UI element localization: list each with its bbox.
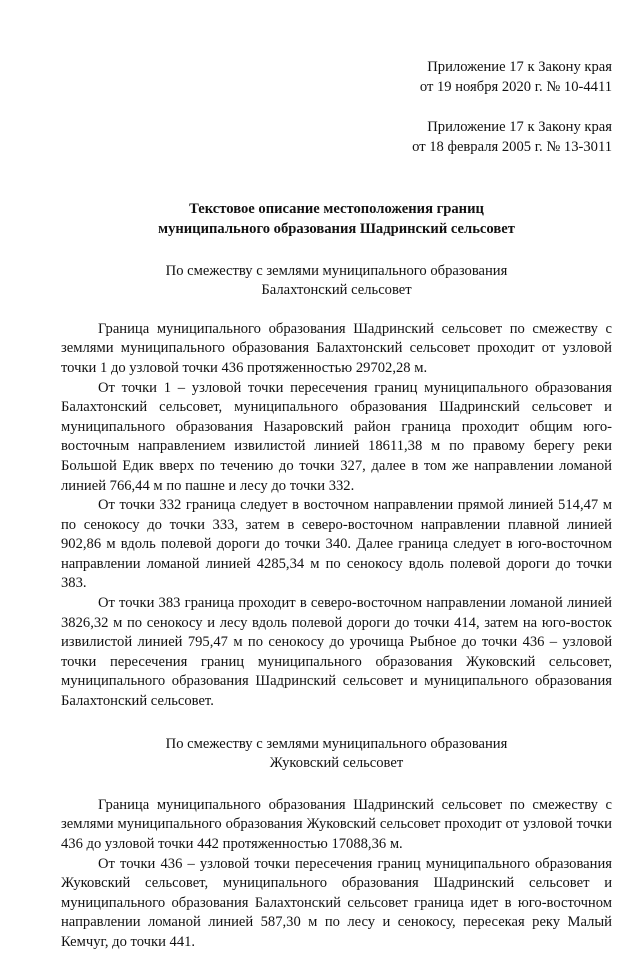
section-heading-balakhtonsky: [61, 262, 612, 301]
annex-original-line2: от 18 февраля 2005 г. № 13-3011: [412, 138, 612, 155]
paragraph: От точки 332 граница следует в восточном направлении прямой линией 514,47 м по сенокосу до точки 333, затем в северо-восточном направлении плавной линией 902,86 м вдоль полевой дороги до точки 340. Далее граница следует в юго-восточном направлении ломаной линией 4285,34 м по сенокосу вдоль полевой дороги до точки 383.: [61, 497, 612, 592]
annex-original-line1: Приложение 17 к Закону края: [427, 119, 612, 136]
section-heading-line1: По смежеству с землями муниципального образования: [165, 262, 508, 279]
paragraph: Граница муниципального образования Шадринский сельсовет по смежеству с землями муниципального образования Балахтонский сельсовет проходит от узловой точки 1 до узловой точки 436 протяженностью 29702,28 м.: [61, 320, 612, 376]
section-heading-line1: По смежеству с землями муниципального образования: [165, 735, 508, 752]
paragraph: От точки 1 – узловой точки пересечения границ муниципального образования Балахтонский сельсовет, муниципального образования Шадринский сельсовет и муниципального образования Назаровский район граница проходит общим юго-восточным направлением извилистой линией 18611,38 м по правому берегу реки Большой Едик вверх по течению до точки 327, далее в том же направлении ломаной линией 766,44 м по пашне и лесу до точки 332.: [61, 379, 612, 494]
document-title: [61, 200, 612, 239]
section-body-balakhtonsky: [61, 320, 612, 712]
document-title-line1: Текстовое описание местоположения границ: [189, 201, 484, 218]
annex-current-line1: Приложение 17 к Закону края: [427, 59, 612, 75]
paragraph: От точки 383 граница проходит в северо-восточном направлении ломаной линией 3826,32 м по сенокосу и лесу вдоль полевой дороги до точки 414, затем на юго-восток извилистой линией 795,47 м по сенокосу до урочища Рыбное до точки 436 – узловой точки пересечения границ муниципального образования Жуковский сельсовет, муниципального образования Шадринский сельсовет и муниципального образования Балахтонский сельсовет.: [61, 595, 612, 710]
section-body-zhukovsky: [61, 796, 612, 953]
annex-current: [61, 58, 612, 97]
section-heading-line2: Жуковский сельсовет: [269, 755, 404, 772]
paragraph: От точки 436 – узловой точки пересечения границ муниципального образования Жуковский сельсовет, муниципального образования Шадринский сельсовет и муниципального образования Балахтонский сельсовет граница идет в юго-восточном направлении ломаной линией 587,30 м по лесу и сенокосу, пересекая реку Малый Кемчуг, до точки 441.: [61, 855, 612, 950]
document-title-line2: муниципального образования Шадринский сельсовет: [158, 220, 515, 237]
section-heading-line2: Балахтонский сельсовет: [261, 282, 412, 299]
annex-original: [61, 118, 612, 157]
paragraph: Граница муниципального образования Шадринский сельсовет по смежеству с землями муниципального образования Жуковский сельсовет проходит от узловой точки 436 до узловой точки 442 протяженностью 17088,36 м.: [61, 796, 612, 852]
annex-current-line2: от 19 ноября 2020 г. № 10-4411: [419, 78, 612, 95]
section-heading-zhukovsky: [61, 735, 612, 774]
annex-header: [61, 58, 612, 157]
